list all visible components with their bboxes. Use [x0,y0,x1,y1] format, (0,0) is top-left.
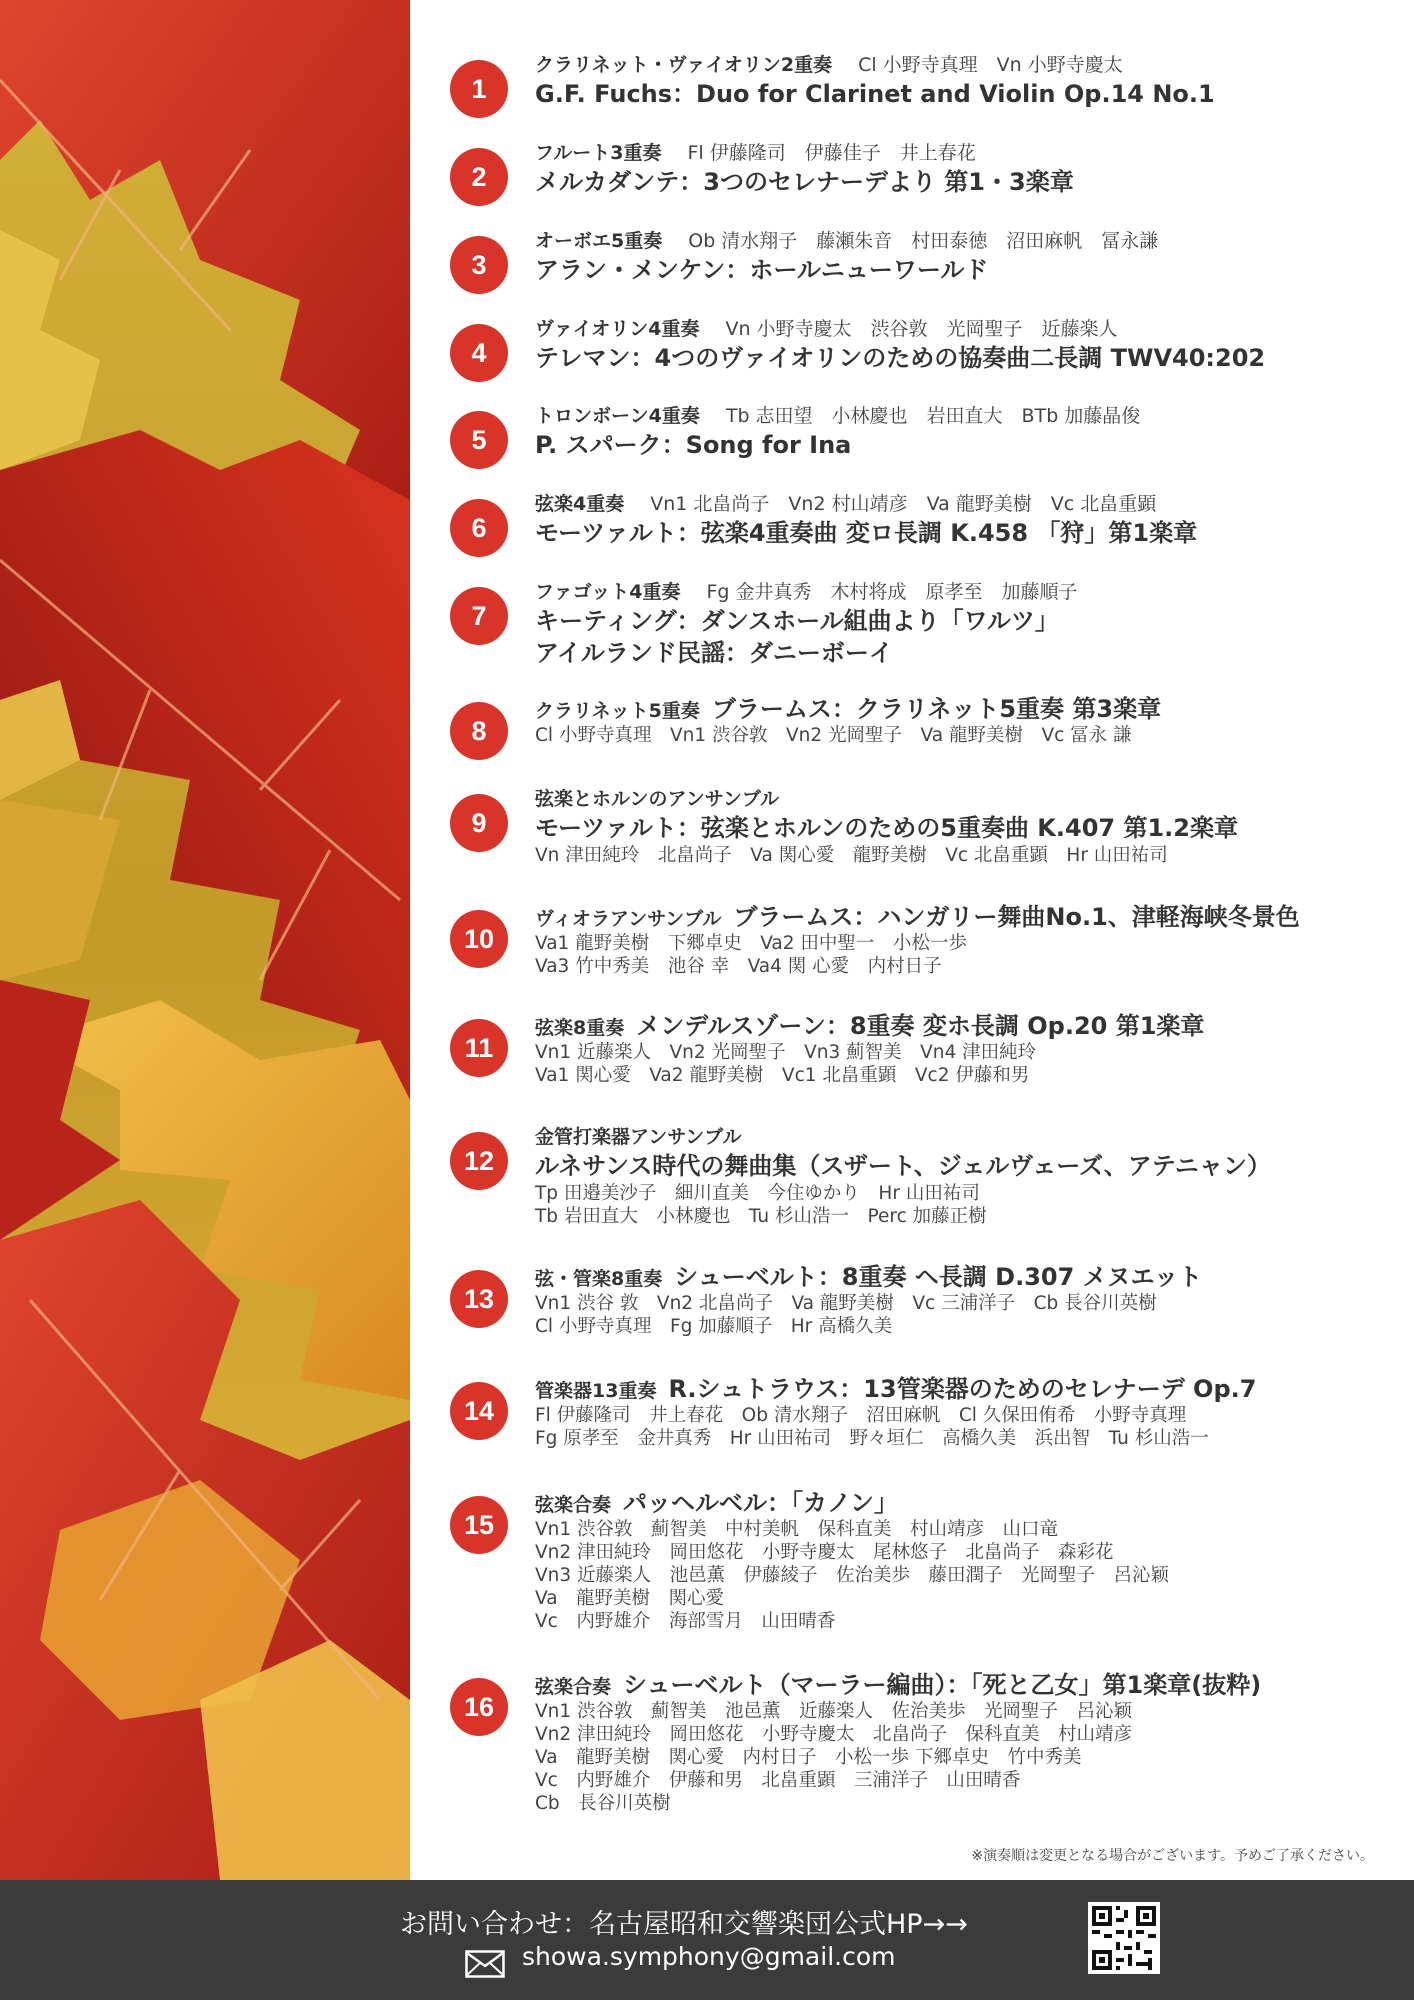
piece-title: アラン・メンケン：ホールニューワールド [535,256,989,284]
member-line: Cl 小野寺真理 Vn1 渋谷敦 Vn2 光岡聖子 Va 龍野美樹 Vc 冨永 謙 [535,725,1132,746]
program-header [535,786,1414,812]
mail-icon [465,1950,505,1978]
ensemble-name: クラリネット5重奏 [535,700,700,722]
piece-title: ルネサンス時代の舞曲集（スザート、ジェルヴェーズ、アテニャン） [535,1152,1271,1180]
program-content [535,403,1414,461]
program-content [535,696,1414,747]
program-header [535,1672,1414,1700]
piece-title: メンデルスゾーン：8重奏 変ホ長調 Op.20 第1楽章 [636,1012,1205,1040]
member-line: Va1 龍野美樹 下郷卓史 Va2 田中聖一 小松一歩 [535,933,967,954]
ensemble-name: ファゴット4重奏 [535,581,681,603]
ensemble-name: 弦楽とホルンのアンサンブル [535,788,780,810]
member-line: Cl 小野寺真理 Fg 加藤順子 Hr 高橋久美 [535,1316,893,1337]
program-header [535,52,1414,78]
ensemble-name: オーボエ5重奏 [535,230,663,252]
ensemble-name: 弦楽合奏 [535,1494,612,1516]
member-line: Vn 津田純玲 北畠尚子 Va 関心愛 龍野美樹 Vc 北畠重顕 Hr 山田祐司 [535,845,1168,866]
ensemble-name: トロンボーン4重奏 [535,405,700,427]
piece-title: キーティング：ダンスホール組曲より「ワルツ」 [535,607,1059,635]
program-number-badge: 15 [450,1496,508,1554]
program-header [535,228,1414,254]
member-line: Vn2 津田純玲 岡田悠花 小野寺慶太 尾林悠子 北畠尚子 森彩花 [535,1542,1114,1563]
program-content [535,52,1414,110]
program-content [535,140,1414,198]
qr-code-icon[interactable] [1088,1902,1160,1978]
program-content [535,1376,1414,1450]
program-content [535,1124,1414,1228]
program-content [535,1672,1414,1815]
ensemble-name: 弦楽4重奏 [535,493,625,515]
piece-title: シューベルト：8重奏 ヘ長調 D.307 メヌエット [674,1263,1203,1291]
performers: Fl 伊藤隆司 伊藤佳子 井上春花 [687,142,976,164]
program-number-badge: 5 [450,411,508,469]
ensemble-name: ヴァイオリン4重奏 [535,318,700,340]
piece-title: モーツァルト：弦楽とホルンのための5重奏曲 K.407 第1.2楽章 [535,814,1238,842]
piece-title: シューベルト（マーラー編曲）：「死と乙女」第1楽章(抜粋) [623,1671,1262,1699]
ensemble-name: 弦・管楽8重奏 [535,1268,663,1290]
member-line: Tb 岩田直大 小林慶也 Tu 杉山浩一 Perc 加藤正樹 [535,1206,987,1227]
program-header [535,696,1414,724]
member-line: Va 龍野美樹 関心愛 [535,1588,725,1609]
ensemble-name: 弦楽合奏 [535,1676,612,1698]
program-number-badge: 6 [450,499,508,557]
program-number-badge: 9 [450,794,508,852]
program-number-badge: 2 [450,148,508,206]
member-line: Fl 伊藤隆司 井上春花 Ob 清水翔子 沼田麻帆 Cl 久保田侑希 小野寺真理 [535,1405,1187,1426]
program-number-badge: 14 [450,1382,508,1440]
program-number-badge: 1 [450,60,508,118]
member-line: Va1 関心愛 Va2 龍野美樹 Vc1 北畠重顕 Vc2 伊藤和男 [535,1065,1030,1086]
program-content [535,491,1414,549]
piece-title: テレマン：4つのヴァイオリンのための協奏曲二長調 TWV40:202 [535,344,1266,372]
program-number-badge: 12 [450,1132,508,1190]
program-number-badge: 10 [450,910,508,968]
program-content [535,579,1414,669]
program-number-badge: 13 [450,1270,508,1328]
program-header [535,403,1414,429]
program-number-badge: 16 [450,1678,508,1736]
program-header [535,1264,1414,1292]
member-line: Fg 原孝至 金井真秀 Hr 山田祐司 野々垣仁 高橋久美 浜出智 Tu 杉山浩一 [535,1428,1209,1449]
program-content [535,786,1414,867]
member-line: Va 龍野美樹 関心愛 内村日子 小松一歩 下郷卓史 竹中秀美 [535,1747,1082,1768]
program-header [535,904,1414,932]
performers: Cl 小野寺真理 Vn 小野寺慶太 [858,54,1123,76]
performers: Tb 志田望 小林慶也 岩田直大 BTb 加藤晶俊 [725,405,1141,427]
program-number-badge: 8 [450,702,508,760]
performers: Vn 小野寺慶太 渋谷敦 光岡聖子 近藤楽人 [725,318,1118,340]
program-header [535,1490,1414,1518]
program-header [535,579,1414,605]
performers: Vn1 北畠尚子 Vn2 村山靖彦 Va 龍野美樹 Vc 北畠重顕 [650,493,1157,515]
program-header [535,316,1414,342]
program-content [535,1013,1414,1087]
member-line: Tp 田邉美沙子 細川直美 今住ゆかり Hr 山田祐司 [535,1183,980,1204]
member-line: Va3 竹中秀美 池谷 幸 Va4 関 心愛 内村日子 [535,956,942,977]
program-header [535,491,1414,517]
program-number-badge: 7 [450,587,508,645]
member-line: Vn1 渋谷敦 薊智美 中村美帆 保科直美 村山靖彦 山口竜 [535,1519,1059,1540]
performers: Fg 金井真秀 木村将成 原孝至 加藤順子 [706,581,1078,603]
program-content [535,1264,1414,1338]
piece-title: モーツァルト：弦楽4重奏曲 変ロ長調 K.458 「狩」第1楽章 [535,519,1198,547]
member-line: Vc 内野雄介 海部雪月 山田晴香 [535,1611,836,1632]
program-header [535,1013,1414,1041]
piece-title: ブラームス：ハンガリー舞曲No.1、津軽海峡冬景色 [733,903,1300,931]
piece-title: G.F. Fuchs：Duo for Clarinet and Violin Op.14 No.1 [535,80,1215,108]
program-content [535,228,1414,286]
schedule-note: ※演奏順は変更となる場合がございます。予めご了承ください。 [971,1848,1374,1864]
member-line: Cb 長谷川英樹 [535,1793,671,1814]
piece-title: P. スパーク：Song for Ina [535,431,852,459]
program-header [535,140,1414,166]
program-content [535,316,1414,374]
member-line: Vn2 津田純玲 岡田悠花 小野寺慶太 北畠尚子 保科直美 村山靖彦 [535,1724,1133,1745]
autumn-leaves-image [0,0,410,1880]
program-number-badge: 4 [450,324,508,382]
program-content [535,1490,1414,1633]
member-line: Vn1 渋谷敦 薊智美 池邑薫 近藤楽人 佐治美歩 光岡聖子 呂沁颖 [535,1701,1133,1722]
piece-title: ブラームス：クラリネット5重奏 第3楽章 [711,695,1162,723]
ensemble-name: クラリネット・ヴァイオリン2重奏 [535,54,833,76]
ensemble-name: 管楽器13重奏 [535,1380,657,1402]
piece-title: R.シュトラウス：13管楽器のためのセレナーデ Op.7 [668,1375,1257,1403]
ensemble-name: 弦楽8重奏 [535,1017,625,1039]
ensemble-name: 金管打楽器アンサンブル [535,1126,742,1148]
piece-title: アイルランド民謡：ダニーボーイ [535,639,893,667]
performers: Ob 清水翔子 藤瀬朱音 村田泰徳 沼田麻帆 冨永謙 [688,230,1159,252]
ensemble-name: フルート3重奏 [535,142,662,164]
member-line: Vc 内野雄介 伊藤和男 北畠重顕 三浦洋子 山田晴香 [535,1770,1021,1791]
program-header [535,1124,1414,1150]
footer-bar [0,1880,1414,2000]
email-link[interactable]: showa.symphony@gmail.com [522,1942,896,1971]
ensemble-name: ヴィオラアンサンブル [535,908,722,930]
member-line: Vn1 渋谷 敦 Vn2 北畠尚子 Va 龍野美樹 Vc 三浦洋子 Cb 長谷川英樹 [535,1293,1157,1314]
program-number-badge: 3 [450,236,508,294]
piece-title: パッヘルベル：「カノン」 [623,1489,899,1517]
program-content [535,904,1414,978]
member-line: Vn1 近藤楽人 Vn2 光岡聖子 Vn3 薊智美 Vn4 津田純玲 [535,1042,1037,1063]
program-list [410,0,1414,1880]
member-line: Vn3 近藤楽人 池邑薫 伊藤綾子 佐治美歩 藤田潤子 光岡聖子 呂沁颖 [535,1565,1170,1586]
program-number-badge: 11 [450,1019,508,1077]
piece-title: メルカダンテ：3つのセレナーデより 第1・3楽章 [535,168,1074,196]
program-header [535,1376,1414,1404]
contact-text[interactable]: お問い合わせ：名古屋昭和交響楽団公式HP→→ [400,1909,968,1940]
